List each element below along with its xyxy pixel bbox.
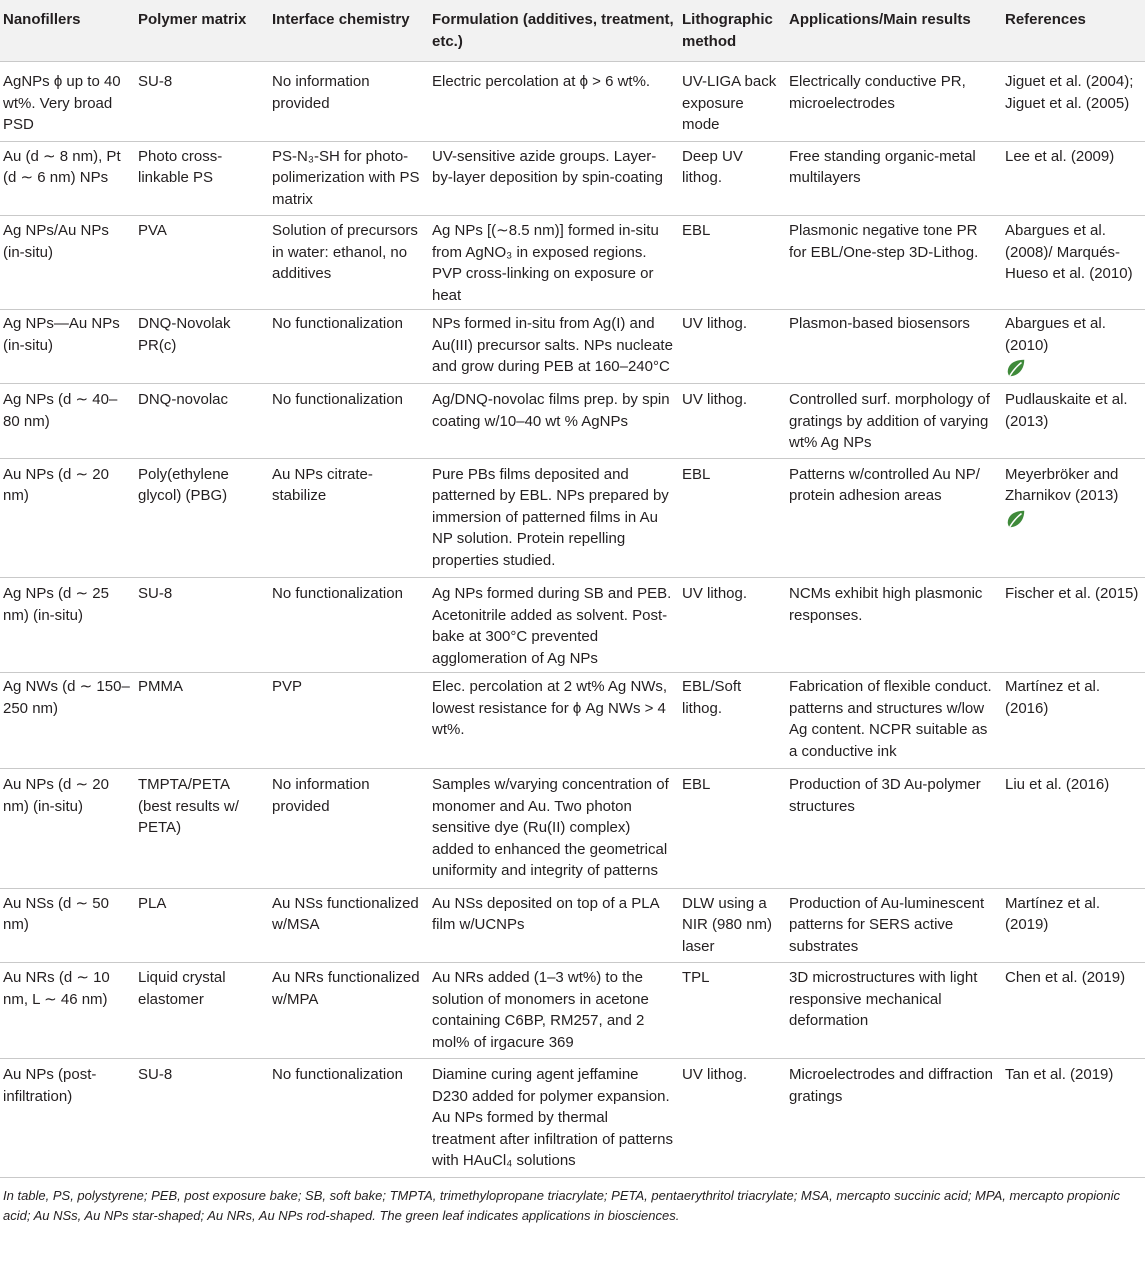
cell-formulation-text: UV-sensitive azide groups. Layer-by-layer deposition by spin-coating [432, 147, 663, 186]
header-formulation: Formulation (additives, treatment, etc.) [429, 0, 679, 62]
cell-formulation [429, 384, 679, 459]
cell-polymer-matrix [135, 578, 269, 673]
table-footnote: In table, PS, polystyrene; PEB, post exposure bake; SB, soft bake; TMPTA, trimethylopropane triacrylate; PETA, pentaerythritol triacrylate; MSA, mercapto succinic acid; MPA, mercapto propionic acid; Au NSs, Au NPs star-shaped; Au NRs, Au NPs rod-shaped. The green leaf indicates applications in biosciences. [3, 1187, 1121, 1223]
cell-interface-chemistry-text: PVP [272, 678, 303, 695]
cell-interface-chemistry [269, 578, 429, 673]
cell-formulation-text: Pure PBs films deposited and patterned by EBL. NPs prepared by immersion of patterned films in Au NP solution. Protein repelling properties studied. [432, 465, 669, 569]
cell-nanofillers-text: Ag NPs—Au NPs (in-situ) [3, 315, 120, 354]
cell-lithographic-method [679, 578, 786, 673]
cell-polymer-matrix-text: PVA [138, 222, 167, 239]
cell-applications [786, 458, 1002, 578]
cell-nanofillers-text: Au NPs (d ∼ 20 nm) (in-situ) [3, 776, 109, 815]
cell-lithographic-method [679, 673, 786, 769]
cell-applications-text: Patterns w/controlled Au NP/ protein adhesion areas [789, 465, 980, 504]
cell-references-text: Abargues et al. (2008)/ Marqués-Hueso et al. (2010) [1005, 222, 1133, 282]
cell-references-text: Tan et al. (2019) [1005, 1066, 1114, 1083]
cell-references-text: Lee et al. (2009) [1005, 147, 1115, 165]
cell-applications-text: Plasmonic negative tone PR for EBL/One-step 3D-Lithog. [789, 222, 979, 261]
cell-interface-chemistry-text: No information provided [272, 73, 370, 112]
cell-references-text: Martínez et al. (2019) [1005, 894, 1101, 933]
cell-formulation-text: Diamine curing agent jeffamine D230 added for polymer expansion. Au NPs formed by thermal treatment after infiltration of patterns with HAuCl₄ solutions [432, 1066, 673, 1169]
cell-interface-chemistry [269, 1059, 429, 1178]
table-row [0, 310, 1145, 384]
cell-polymer-matrix [135, 216, 269, 310]
cell-formulation-text: Ag NPs [(∼8.5 nm)] formed in-situ from AgNO₃ in exposed regions. PVP cross-linking on exposure or heat [432, 222, 659, 304]
header-references: References [1002, 0, 1145, 62]
cell-lithographic-method [679, 1059, 786, 1178]
cell-nanofillers-text: Au NPs (d ∼ 20 nm) [3, 465, 109, 504]
cell-formulation [429, 963, 679, 1059]
cell-references [1002, 963, 1145, 1059]
cell-interface-chemistry [269, 310, 429, 384]
cell-polymer-matrix-text: DNQ-Novolak PR(c) [138, 315, 231, 354]
cell-polymer-matrix [135, 458, 269, 578]
cell-nanofillers-text: Ag NPs (d ∼ 25 nm) (in-situ) [3, 585, 109, 624]
cell-formulation [429, 888, 679, 963]
cell-nanofillers [0, 1059, 135, 1178]
cell-polymer-matrix-text: SU-8 [138, 585, 173, 602]
cell-polymer-matrix-text: TMPTA/PETA (best results w/ PETA) [138, 776, 239, 836]
table-row [0, 963, 1145, 1059]
cell-nanofillers [0, 458, 135, 578]
table-row [0, 384, 1145, 459]
cell-interface-chemistry [269, 141, 429, 216]
cell-references [1002, 578, 1145, 673]
cell-applications [786, 963, 1002, 1059]
cell-lithographic-method-text: EBL [682, 222, 711, 239]
cell-interface-chemistry-text: Au NSs functionalized w/MSA [272, 894, 419, 933]
cell-formulation-text: Ag/DNQ-novolac films prep. by spin coating w/10–40 wt % AgNPs [432, 391, 670, 430]
cell-references [1002, 1059, 1145, 1178]
cell-polymer-matrix [135, 673, 269, 769]
cell-nanofillers-text: Ag NWs (d ∼ 150–250 nm) [3, 678, 130, 717]
cell-lithographic-method [679, 963, 786, 1059]
cell-interface-chemistry [269, 62, 429, 142]
cell-applications [786, 384, 1002, 459]
cell-nanofillers [0, 963, 135, 1059]
cell-references [1002, 458, 1145, 578]
cell-references [1002, 769, 1145, 889]
cell-polymer-matrix-text: Poly(ethylene glycol) (PBG) [138, 465, 229, 504]
cell-lithographic-method-text: UV lithog. [682, 391, 748, 408]
cell-interface-chemistry-text: No functionalization [272, 1066, 403, 1083]
table-row [0, 888, 1145, 963]
cell-interface-chemistry [269, 458, 429, 578]
cell-applications-text: Electrically conductive PR, microelectrodes [789, 73, 966, 112]
cell-references [1002, 141, 1145, 216]
cell-polymer-matrix-text: DNQ-novolac [138, 391, 229, 408]
cell-interface-chemistry [269, 963, 429, 1059]
cell-applications-text: Fabrication of flexible conduct. patterns and structures w/low Ag content. NCPR suitable as a conductive ink [789, 678, 992, 760]
cell-applications-text: Plasmon-based biosensors [789, 315, 970, 332]
cell-polymer-matrix-text: SU-8 [138, 73, 173, 90]
cell-nanofillers [0, 62, 135, 142]
table-row [0, 578, 1145, 673]
cell-nanofillers [0, 769, 135, 889]
cell-references-text: Martínez et al. (2016) [1005, 678, 1101, 717]
table-row [0, 216, 1145, 310]
table-row [0, 62, 1145, 142]
cell-references [1002, 216, 1145, 310]
cell-nanofillers-text: AgNPs ϕ up to 40 wt%. Very broad PSD [3, 73, 121, 133]
cell-formulation-text: Ag NPs formed during SB and PEB. Acetonitrile added as solvent. Post-bake at 300°C prevented agglomeration of Ag NPs [432, 585, 672, 667]
cell-references [1002, 888, 1145, 963]
table-row [0, 458, 1145, 578]
cell-references-text: Meyerbröker and Zharnikov (2013) [1005, 465, 1119, 504]
cell-lithographic-method-text: Deep UV lithog. [682, 147, 743, 186]
cell-nanofillers-text: Ag NPs/Au NPs (in-situ) [3, 222, 109, 261]
header-row [0, 0, 1145, 62]
cell-lithographic-method [679, 769, 786, 889]
cell-references-text: Fischer et al. (2015) [1005, 585, 1139, 602]
cell-applications-text: Free standing organic-metal multilayers [789, 147, 976, 186]
cell-applications [786, 1059, 1002, 1178]
cell-references [1002, 310, 1145, 384]
cell-interface-chemistry-text: No functionalization [272, 315, 403, 332]
cell-nanofillers [0, 888, 135, 963]
cell-polymer-matrix-text: PMMA [138, 678, 183, 695]
cell-applications-text: Production of Au-luminescent patterns for SERS active substrates [789, 894, 985, 955]
cell-applications-text: Controlled surf. morphology of gratings by addition of varying wt% Ag NPs [789, 391, 990, 451]
cell-interface-chemistry-text: No functionalization [272, 391, 403, 408]
cell-applications [786, 578, 1002, 673]
leaf-icon [1005, 508, 1027, 530]
cell-lithographic-method-text: EBL [682, 776, 711, 793]
header-polymer-matrix: Polymer matrix [135, 0, 269, 62]
cell-interface-chemistry-text: No information provided [272, 776, 370, 815]
cell-lithographic-method [679, 310, 786, 384]
cell-formulation [429, 769, 679, 889]
cell-polymer-matrix-text: Photo cross-linkable PS [138, 147, 223, 186]
cell-interface-chemistry [269, 888, 429, 963]
table-body [0, 62, 1145, 1178]
table-row [0, 1059, 1145, 1178]
table-row [0, 141, 1145, 216]
cell-lithographic-method-text: UV lithog. [682, 585, 748, 602]
cell-lithographic-method-text: EBL/Soft lithog. [682, 678, 742, 717]
cell-nanofillers-text: Au NPs (post-infiltration) [3, 1066, 97, 1105]
table-row [0, 673, 1145, 769]
cell-applications-text: NCMs exhibit high plasmonic responses. [789, 585, 983, 624]
cell-formulation [429, 310, 679, 384]
cell-formulation [429, 458, 679, 578]
cell-interface-chemistry [269, 673, 429, 769]
cell-references [1002, 673, 1145, 769]
cell-lithographic-method-text: UV lithog. [682, 315, 748, 332]
header-applications: Applications/Main results [786, 0, 1002, 62]
table-row [0, 769, 1145, 889]
cell-nanofillers [0, 216, 135, 310]
cell-lithographic-method [679, 62, 786, 142]
cell-applications [786, 769, 1002, 889]
cell-polymer-matrix [135, 310, 269, 384]
cell-nanofillers [0, 578, 135, 673]
cell-interface-chemistry-text: PS-N₃-SH for photo-polimerization with PS matrix [272, 147, 420, 208]
cell-lithographic-method-text: DLW using a NIR (980 nm) laser [682, 894, 773, 955]
cell-interface-chemistry-text: Solution of precursors in water: ethanol, no additives [272, 222, 418, 282]
cell-lithographic-method [679, 384, 786, 459]
cell-polymer-matrix [135, 141, 269, 216]
cell-formulation-text: Au NRs added (1–3 wt%) to the solution of monomers in acetone containing C6BP, RM257, and 2 mol% of irgacure 369 [432, 969, 649, 1051]
cell-references-text: Chen et al. (2019) [1005, 969, 1126, 986]
cell-lithographic-method [679, 216, 786, 310]
cell-interface-chemistry [269, 384, 429, 459]
cell-polymer-matrix [135, 769, 269, 889]
cell-interface-chemistry [269, 769, 429, 889]
cell-formulation [429, 673, 679, 769]
cell-polymer-matrix [135, 963, 269, 1059]
leaf-icon [1005, 357, 1027, 379]
cell-lithographic-method [679, 888, 786, 963]
cell-lithographic-method-text: EBL [682, 465, 711, 483]
cell-polymer-matrix [135, 888, 269, 963]
cell-applications [786, 310, 1002, 384]
cell-nanofillers-text: Au NSs (d ∼ 50 nm) [3, 894, 109, 933]
cell-polymer-matrix [135, 384, 269, 459]
cell-applications-text: Microelectrodes and diffraction gratings [789, 1066, 993, 1105]
cell-interface-chemistry-text: Au NRs functionalized w/MPA [272, 969, 420, 1008]
cell-interface-chemistry-text: Au NPs citrate-stabilize [272, 465, 373, 504]
cell-formulation-text: Samples w/varying concentration of monomer and Au. Two photon sensitive dye (Ru(II) complex) added to enhanced the geometrical uniformity and integrity of patterns [432, 776, 669, 879]
cell-polymer-matrix-text: SU-8 [138, 1066, 173, 1083]
cell-applications-text: Production of 3D Au-polymer structures [789, 776, 981, 815]
cell-formulation-text: NPs formed in-situ from Ag(I) and Au(III) precursor salts. NPs nucleate and grow during PEB at 160–240°C [432, 315, 673, 375]
cell-formulation-text: Electric percolation at ϕ > 6 wt%. [432, 73, 651, 90]
cell-formulation-text: Elec. percolation at 2 wt% Ag NWs, lowest resistance for ϕ Ag NWs > 4 wt%. [432, 678, 668, 738]
cell-nanofillers-text: Au NRs (d ∼ 10 nm, L ∼ 46 nm) [3, 969, 110, 1008]
cell-applications [786, 62, 1002, 142]
cell-nanofillers [0, 673, 135, 769]
cell-lithographic-method-text: TPL [682, 969, 710, 986]
cell-lithographic-method-text: UV lithog. [682, 1066, 748, 1083]
cell-references-text: Liu et al. (2016) [1005, 776, 1110, 793]
cell-applications [786, 888, 1002, 963]
cell-references-text: Jiguet et al. (2004); Jiguet et al. (2005) [1005, 73, 1134, 112]
cell-interface-chemistry-text: No functionalization [272, 585, 403, 602]
table-header [0, 0, 1145, 62]
cell-references [1002, 62, 1145, 142]
cell-formulation [429, 141, 679, 216]
cell-references [1002, 384, 1145, 459]
cell-references-text: Pudlauskaite et al. (2013) [1005, 391, 1128, 430]
cell-lithographic-method [679, 141, 786, 216]
cell-polymer-matrix [135, 62, 269, 142]
cell-polymer-matrix [135, 1059, 269, 1178]
cell-lithographic-method-text: UV-LIGA back exposure mode [682, 73, 777, 133]
cell-formulation [429, 62, 679, 142]
cell-applications-text: 3D microstructures with light responsive mechanical deformation [789, 969, 978, 1029]
cell-formulation [429, 216, 679, 310]
cell-formulation-text: Au NSs deposited on top of a PLA film w/UCNPs [432, 894, 659, 933]
cell-applications [786, 216, 1002, 310]
cell-nanofillers [0, 384, 135, 459]
cell-applications [786, 141, 1002, 216]
header-nanofillers: Nanofillers [0, 0, 135, 62]
cell-formulation [429, 1059, 679, 1178]
cell-polymer-matrix-text: PLA [138, 894, 167, 912]
cell-applications [786, 673, 1002, 769]
cell-nanofillers [0, 141, 135, 216]
cell-nanofillers-text: Au (d ∼ 8 nm), Pt (d ∼ 6 nm) NPs [3, 147, 121, 186]
cell-polymer-matrix-text: Liquid crystal elastomer [138, 969, 226, 1008]
cell-interface-chemistry [269, 216, 429, 310]
cell-references-text: Abargues et al. (2010) [1005, 315, 1106, 354]
header-lithographic-method: Lithographic method [679, 0, 786, 62]
header-interface-chemistry: Interface chemistry [269, 0, 429, 62]
cell-nanofillers-text: Ag NPs (d ∼ 40–80 nm) [3, 391, 118, 430]
cell-formulation [429, 578, 679, 673]
cell-lithographic-method [679, 458, 786, 578]
cell-nanofillers [0, 310, 135, 384]
